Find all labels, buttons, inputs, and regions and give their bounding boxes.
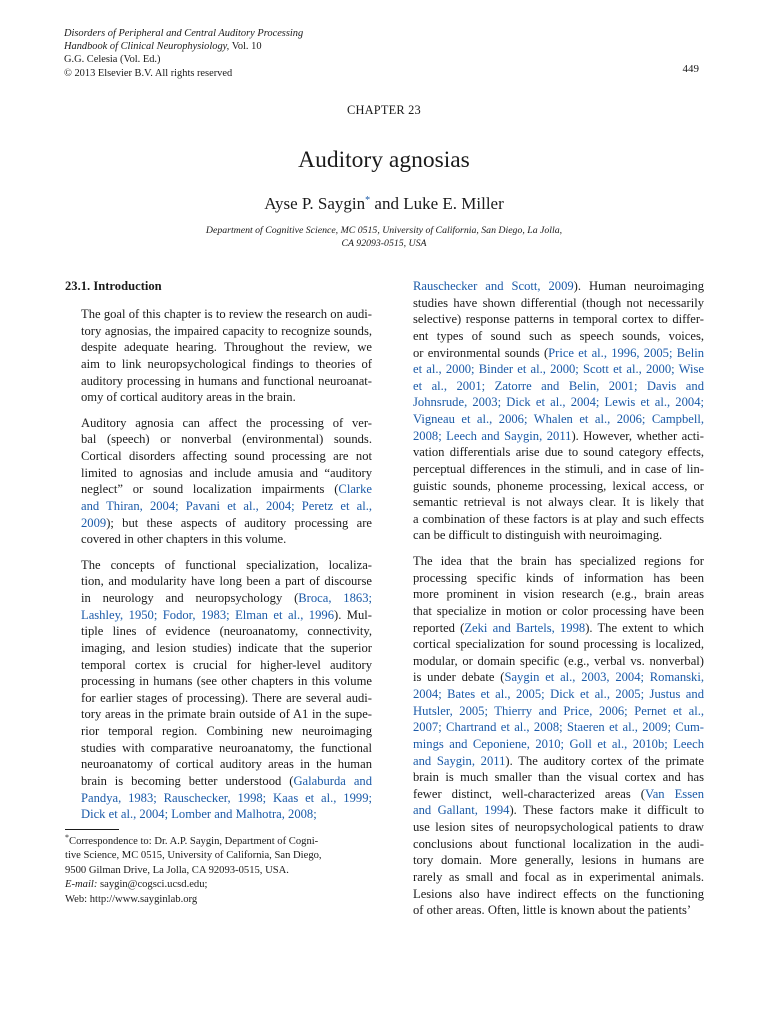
citation-link[interactable]: Zeki and Bartels, 1998 bbox=[464, 620, 586, 635]
citation-link[interactable]: Rauschecker and Scott, 2009 bbox=[413, 279, 574, 293]
text-run: bal (speech) or nonverbal (environmental) sounds. bbox=[81, 432, 372, 447]
citation-link[interactable]: and Saygin, 2011 bbox=[413, 753, 506, 768]
text-run: cortical specialization for sound processing is localized, bbox=[413, 637, 704, 652]
text-run: tiple lines of evidence (neuroanatomy, connectivity, bbox=[81, 624, 372, 639]
text-line bbox=[65, 706, 372, 723]
text-run: auditory processing in humans and functional neuroanat- bbox=[81, 373, 372, 388]
text-run: Lesions also have indirect effects on the functioning bbox=[413, 886, 704, 901]
text-line bbox=[397, 902, 704, 919]
text-line bbox=[65, 740, 372, 757]
text-run: limited to agnosias and include amusia and “auditory bbox=[81, 465, 372, 480]
author-line bbox=[0, 194, 768, 214]
text-run: Cortical disorders affecting sound processing are not bbox=[81, 449, 372, 463]
text-line bbox=[65, 756, 372, 773]
left-column bbox=[65, 278, 372, 823]
text-run: use lesion sites of neuropsychological patients to draw bbox=[413, 820, 704, 834]
text-run: more prominent in vision research (e.g., brain areas bbox=[413, 587, 704, 602]
citation-link[interactable]: and Thiran, 2004; Pavani et al., 2004; Peretz et al., bbox=[81, 498, 372, 513]
text-run: can be difficult to distinguish with neuroimaging. bbox=[413, 528, 663, 543]
text-line bbox=[65, 557, 372, 574]
text-line bbox=[65, 448, 372, 465]
text-line bbox=[397, 753, 704, 770]
paragraph-gap bbox=[65, 406, 372, 415]
text-run: imaging, and lesion studies) indicate that the superior bbox=[81, 640, 372, 655]
text-line bbox=[397, 802, 704, 819]
text-line bbox=[397, 527, 704, 544]
text-run: processing specific kinds of information has been bbox=[413, 570, 704, 585]
text-line bbox=[65, 339, 372, 356]
text-line bbox=[65, 306, 372, 323]
footnote-mark: * bbox=[65, 833, 69, 842]
text-run: processing in humans (see other chapters in this volume bbox=[81, 674, 372, 689]
text-line bbox=[397, 511, 704, 528]
text-run: guistic sounds, phoneme processing, lexical access, or bbox=[413, 478, 704, 493]
text-run: Auditory agnosia can affect the processing of ver- bbox=[81, 415, 372, 430]
text-run: tion, and modularity have long been a part of discourse bbox=[81, 574, 372, 589]
text-run: perceptual differences in the stimuli, and in case of lin- bbox=[413, 461, 704, 476]
text-line bbox=[397, 411, 704, 428]
text-line bbox=[65, 415, 372, 432]
text-run: ent types of sound such as speech sounds, voices, bbox=[413, 328, 704, 343]
citation-link[interactable]: et al., 2001; Zatorre and Belin, 2001; Davis and bbox=[413, 378, 704, 393]
text-line bbox=[65, 690, 372, 707]
page-number: 449 bbox=[682, 63, 699, 75]
affiliation bbox=[0, 224, 768, 250]
text-run: omy of cortical auditory areas in the brain. bbox=[81, 390, 296, 405]
text-run: for earlier stages of processing). There are several audi- bbox=[81, 690, 372, 705]
citation-link[interactable]: 2004; Bates et al., 2005; Dick et al., 2005; Justus and bbox=[413, 687, 704, 701]
text-run: is under debate ( bbox=[413, 670, 505, 685]
text-line bbox=[397, 378, 704, 395]
text-line bbox=[397, 494, 704, 511]
text-run: covered in other chapters in this volume. bbox=[81, 532, 287, 547]
citation-link[interactable]: and Gallant, 1994 bbox=[413, 803, 510, 818]
text-run: neuroanatomy of cortical auditory areas in the human bbox=[81, 757, 372, 772]
footnote-web[interactable]: Web: http://www.sayginlab.org bbox=[65, 893, 198, 905]
citation-link[interactable]: mings and Ceponiene, 2010; Goll et al., 2010b; Leech bbox=[413, 736, 704, 751]
text-run: temporal cortex is crucial for higher-level auditory bbox=[81, 657, 372, 672]
citation-link[interactable]: Vigneau et al., 2006; Whalen et al., 2006; Campbell, bbox=[413, 412, 704, 426]
handbook-line bbox=[64, 40, 303, 53]
citation-link[interactable]: Price et al., 1996, 2005; Belin bbox=[548, 345, 704, 360]
left-column-body bbox=[65, 306, 372, 823]
text-run: brain is becoming better understood ( bbox=[81, 773, 294, 788]
text-line bbox=[65, 481, 372, 498]
text-run: ). The auditory cortex of the primate bbox=[505, 753, 704, 768]
citation-link[interactable]: 2008; Leech and Saygin, 2011 bbox=[413, 428, 572, 443]
citation-link[interactable]: Johnsrude, 2003; Dick et al., 2004; Lewis et al., 2004; bbox=[413, 395, 704, 410]
footnote-line-2: tive Science, MC 0515, University of California, San Diego, bbox=[65, 850, 322, 862]
text-run: The concepts of functional specialization, localiza- bbox=[81, 557, 372, 572]
paragraph-gap bbox=[65, 548, 372, 557]
text-line bbox=[397, 819, 704, 836]
affiliation-line-2: CA 92093-0515, USA bbox=[341, 238, 427, 249]
text-line bbox=[397, 345, 704, 362]
text-run: of other areas. Often, little is known about the patients’ bbox=[413, 903, 692, 918]
text-line bbox=[397, 428, 704, 445]
text-line bbox=[65, 640, 372, 657]
text-line bbox=[65, 657, 372, 674]
author-rest: and Luke E. Miller bbox=[370, 194, 504, 213]
text-line bbox=[65, 531, 372, 548]
citation-link[interactable]: Clarke bbox=[338, 482, 372, 497]
text-run: semantic retrieval is not always clear. It is likely that bbox=[413, 495, 704, 510]
copyright-line: © 2013 Elsevier B.V. All rights reserved bbox=[64, 67, 233, 79]
text-line bbox=[65, 389, 372, 406]
text-run: neglect” or sound localization impairments ( bbox=[81, 482, 339, 497]
email-address[interactable]: saygin@cogsci.ucsd.edu; bbox=[97, 879, 208, 891]
footnote bbox=[65, 835, 375, 907]
chapter-label: CHAPTER 23 bbox=[347, 103, 421, 117]
text-line bbox=[65, 806, 372, 823]
text-line bbox=[397, 361, 704, 378]
footnote-divider bbox=[65, 829, 119, 830]
text-line bbox=[397, 703, 704, 720]
footnote-text-1: Correspondence to: Dr. A.P. Saygin, Department of Cogni- bbox=[69, 836, 319, 847]
volume-editor: G.G. Celesia (Vol. Ed.) bbox=[64, 54, 161, 66]
text-run: The idea that the brain has specialized regions for bbox=[413, 554, 704, 568]
text-line bbox=[65, 431, 372, 448]
text-line bbox=[65, 373, 372, 390]
text-run: or environmental sounds ( bbox=[413, 345, 549, 360]
text-line bbox=[65, 607, 372, 624]
text-line bbox=[397, 553, 704, 570]
text-run: in neurology and neuropsychology ( bbox=[81, 591, 299, 605]
text-line bbox=[65, 465, 372, 482]
footnote-line-1 bbox=[65, 835, 375, 849]
running-header bbox=[64, 27, 303, 80]
text-line bbox=[397, 769, 704, 786]
citation-link[interactable]: Galaburda and bbox=[293, 773, 373, 788]
text-line bbox=[397, 278, 704, 295]
text-run: conclusions about functional localization in the audi- bbox=[413, 836, 704, 851]
citation-link[interactable]: Pandya, 1983; Rauschecker, 1998; Kaas et al., 1999; bbox=[81, 790, 372, 805]
text-run: that specialize in motion or color processing have been bbox=[413, 603, 704, 618]
text-line bbox=[397, 394, 704, 411]
text-line bbox=[397, 636, 704, 653]
text-line bbox=[65, 356, 372, 373]
author-first: Ayse P. Saygin bbox=[264, 194, 366, 213]
text-line bbox=[397, 603, 704, 620]
text-run: reported ( bbox=[413, 620, 465, 635]
text-run: ). Human neuroimaging bbox=[573, 279, 704, 293]
text-line bbox=[65, 323, 372, 340]
text-line bbox=[397, 736, 704, 753]
text-run: ). These factors make it difficult to bbox=[509, 803, 704, 818]
email-label: E-mail: bbox=[65, 879, 98, 891]
citation-link[interactable]: et al., 2000; Binder et al., 2000; Scott et al., 2000; Wise bbox=[413, 362, 704, 377]
text-run: ). However, whether acti- bbox=[571, 428, 704, 443]
text-line bbox=[397, 786, 704, 803]
text-run: selective) response patterns in temporal cortex to differ- bbox=[413, 312, 704, 327]
section-heading: 23.1. Introduction bbox=[65, 279, 162, 293]
text-line bbox=[65, 773, 372, 790]
text-run: studies with comparative neuroanatomy, the functional bbox=[81, 740, 372, 755]
text-run: rior temporal region. Combining new neuroimaging bbox=[81, 724, 372, 738]
citation-link[interactable]: Van Essen bbox=[645, 786, 704, 801]
right-column-body bbox=[397, 278, 704, 919]
text-run: tory domain. More generally, lesions in humans are bbox=[413, 853, 704, 868]
text-line bbox=[397, 869, 704, 886]
volume-number: Vol. 10 bbox=[229, 41, 262, 53]
text-run: ); but these aspects of auditory processing are bbox=[106, 515, 372, 530]
citation-link[interactable]: 2009 bbox=[81, 515, 107, 530]
text-line bbox=[397, 311, 704, 328]
text-line bbox=[65, 723, 372, 740]
citation-link[interactable]: Lashley, 1950; Fodor, 1983; Elman et al., 1996 bbox=[81, 607, 334, 622]
affiliation-line-1: Department of Cognitive Science, MC 0515, University of California, San Diego, La Jolla, bbox=[205, 225, 563, 236]
right-column bbox=[397, 278, 704, 919]
text-line bbox=[397, 328, 704, 345]
text-run: a combination of these factors is at play and such effects bbox=[413, 511, 704, 526]
text-run: tory agnosias, the impaired capacity to recognize sounds, bbox=[81, 323, 372, 338]
footnote-line-3: 9500 Gilman Drive, La Jolla, CA 92093-0515, USA. bbox=[65, 864, 289, 876]
text-line bbox=[65, 515, 372, 532]
text-run: The goal of this chapter is to review the research on audi- bbox=[81, 307, 372, 321]
text-run: ). Mul- bbox=[334, 607, 372, 622]
citation-link[interactable]: Hutsler, 2005; Thierry and Price, 2006; Pernet et al., bbox=[413, 703, 704, 718]
text-run: modular, or domain specific (e.g., verbal vs. nonverbal) bbox=[413, 653, 704, 668]
text-run: aim to link neuropsychological findings to theories of bbox=[81, 356, 372, 371]
citation-link[interactable]: Saygin et al., 2003, 2004; Romanski, bbox=[504, 670, 705, 685]
text-line bbox=[397, 886, 704, 903]
citation-link[interactable]: 2007; Chartrand et al., 2008; Staeren et al., 2009; Cum- bbox=[413, 720, 704, 735]
text-line bbox=[397, 444, 704, 461]
handbook-title: Handbook of Clinical Neurophysiology, bbox=[64, 41, 230, 53]
citation-link[interactable]: Dick et al., 2004; Lomber and Malhotra, 2008; bbox=[81, 807, 317, 822]
text-line bbox=[397, 295, 704, 312]
text-run: rarely as small and focal as in experimental animals. bbox=[413, 869, 704, 884]
text-run: despite adequate hearing. Throughout the review, we bbox=[81, 340, 372, 355]
paragraph bbox=[397, 278, 704, 544]
correspondence-mark-link[interactable]: * bbox=[365, 195, 371, 206]
text-line bbox=[397, 852, 704, 869]
paragraph bbox=[65, 306, 372, 406]
text-run: tory areas in the primate brain outside of A1 in the supe- bbox=[81, 707, 372, 722]
book-series-title: Disorders of Peripheral and Central Auditory Processing bbox=[64, 28, 304, 39]
text-line bbox=[397, 719, 704, 736]
paragraph bbox=[65, 415, 372, 548]
text-line bbox=[397, 461, 704, 478]
text-run: vation differentials arise due to sound category effects, bbox=[413, 445, 704, 460]
text-run: brain is much smaller than the visual cortex and has bbox=[413, 770, 704, 785]
text-line bbox=[65, 673, 372, 690]
paragraph bbox=[65, 557, 372, 823]
page-title: Auditory agnosias bbox=[298, 147, 470, 173]
text-line bbox=[397, 836, 704, 853]
text-line bbox=[397, 669, 704, 686]
text-line bbox=[397, 686, 704, 703]
paragraph-gap bbox=[397, 544, 704, 553]
text-line bbox=[397, 653, 704, 670]
paragraph bbox=[397, 553, 704, 919]
text-line bbox=[65, 590, 372, 607]
text-line bbox=[397, 586, 704, 603]
text-line bbox=[397, 570, 704, 587]
text-line bbox=[397, 478, 704, 495]
text-run: ). The extent to which bbox=[585, 620, 704, 635]
text-run: fewer distinct, well-characterized areas ( bbox=[413, 786, 646, 801]
text-line bbox=[65, 623, 372, 640]
text-line bbox=[397, 620, 704, 637]
footnote-email bbox=[65, 878, 375, 892]
text-line bbox=[65, 790, 372, 807]
text-run: studies have shown differential (though not necessarily bbox=[413, 295, 704, 310]
citation-link[interactable]: Broca, 1863; bbox=[298, 591, 372, 605]
text-line bbox=[65, 573, 372, 590]
text-line bbox=[65, 498, 372, 515]
